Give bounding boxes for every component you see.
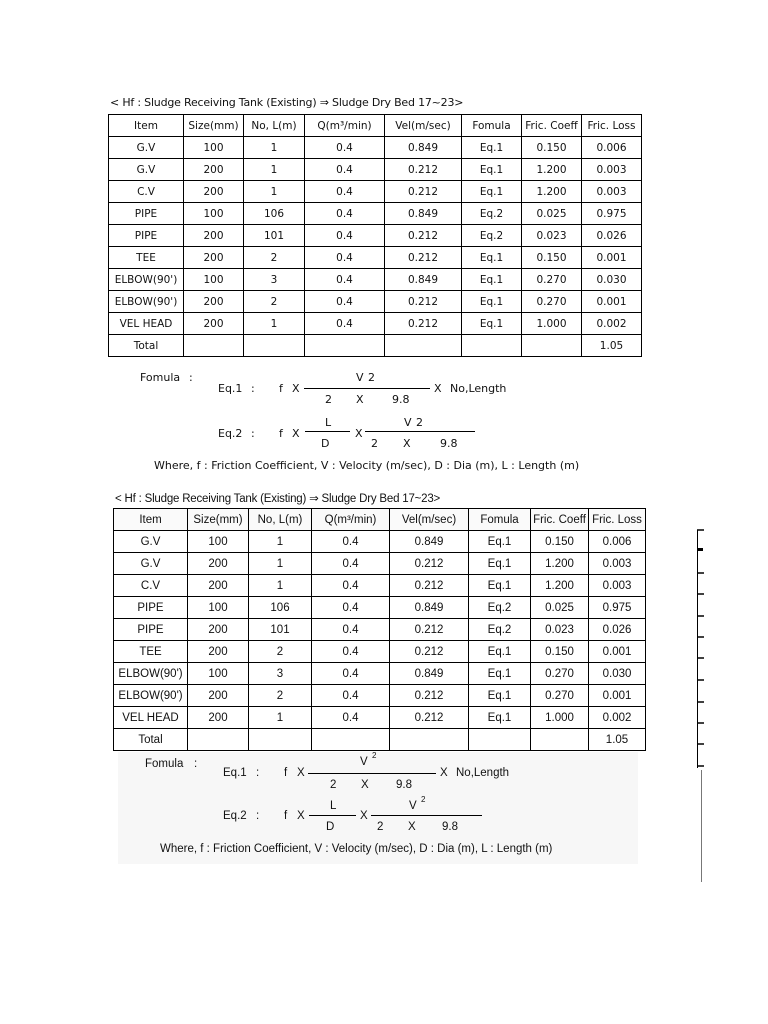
table-cell: ELBOW(90') bbox=[109, 269, 184, 291]
eq2-numerator-l: L bbox=[325, 416, 332, 429]
eq1-numerator-v: V bbox=[360, 756, 368, 768]
table-cell: 3 bbox=[244, 269, 305, 291]
table-cell: 0.030 bbox=[582, 269, 642, 291]
eq1-f: f bbox=[284, 767, 288, 779]
table-body bbox=[114, 531, 646, 751]
table-total-row bbox=[109, 335, 642, 357]
table-cell: 1 bbox=[244, 181, 305, 203]
table-cell: 1.200 bbox=[522, 181, 582, 203]
table-cell: 2 bbox=[249, 641, 312, 663]
table-row bbox=[114, 707, 646, 729]
column-header: Fomula bbox=[469, 509, 531, 531]
table-cell: PIPE bbox=[109, 203, 184, 225]
table-cell: 200 bbox=[184, 181, 244, 203]
table-cell: 0.003 bbox=[589, 575, 646, 597]
table-cell: 0.4 bbox=[305, 137, 385, 159]
table-cell: 100 bbox=[184, 203, 244, 225]
table-cell: 200 bbox=[188, 553, 249, 575]
table-cell: 200 bbox=[184, 247, 244, 269]
table-cell: ELBOW(90') bbox=[114, 685, 188, 707]
table-cell: 0.003 bbox=[582, 181, 642, 203]
table-cell: G.V bbox=[109, 159, 184, 181]
eq1-denominator-g: 9.8 bbox=[392, 393, 410, 406]
table-cell: 0.4 bbox=[312, 531, 390, 553]
table-cell: 0.212 bbox=[385, 247, 462, 269]
table-cell: 0.4 bbox=[305, 313, 385, 335]
table-cell: 0.023 bbox=[531, 619, 589, 641]
table-cell: 0.849 bbox=[385, 137, 462, 159]
table-cell: 0.4 bbox=[305, 159, 385, 181]
table-cell: 0.4 bbox=[312, 575, 390, 597]
eq2-times: X bbox=[297, 810, 305, 822]
table-row bbox=[109, 181, 642, 203]
table-row bbox=[114, 685, 646, 707]
eq1-colon: : bbox=[256, 767, 260, 779]
column-header: Fric. Loss bbox=[582, 115, 642, 137]
table-cell: Eq.1 bbox=[462, 137, 522, 159]
eq2-numerator-exp: 2 bbox=[416, 416, 423, 429]
table-cell: 200 bbox=[184, 313, 244, 335]
table-cell: 1.200 bbox=[522, 159, 582, 181]
table-cell: 0.150 bbox=[531, 641, 589, 663]
table-cell: 0.150 bbox=[522, 137, 582, 159]
eq1-label: Eq.1 bbox=[218, 382, 243, 395]
table-cell: Total bbox=[114, 729, 188, 751]
table-cell: 1 bbox=[244, 137, 305, 159]
table-cell: 1.200 bbox=[531, 553, 589, 575]
table-cell: 0.4 bbox=[305, 181, 385, 203]
table-cell: 0.4 bbox=[312, 619, 390, 641]
eq2-denominator-d: D bbox=[321, 437, 330, 450]
table-cell: 1 bbox=[249, 575, 312, 597]
table-cell: Eq.1 bbox=[469, 531, 531, 553]
table-cell bbox=[390, 729, 469, 751]
table-cell: Eq.1 bbox=[462, 247, 522, 269]
table-cell: Eq.2 bbox=[469, 619, 531, 641]
table-cell bbox=[188, 729, 249, 751]
table-row bbox=[114, 663, 646, 685]
table-cell: Eq.1 bbox=[469, 685, 531, 707]
eq2-colon: : bbox=[251, 427, 255, 440]
table-cell: 0.212 bbox=[390, 685, 469, 707]
eq1-tail: No,Length bbox=[450, 382, 507, 395]
column-header: Item bbox=[114, 509, 188, 531]
eq1-denominator-x: X bbox=[361, 779, 369, 791]
table-cell: VEL HEAD bbox=[109, 313, 184, 335]
table-row bbox=[109, 291, 642, 313]
table-cell bbox=[531, 729, 589, 751]
table-cell: 0.849 bbox=[390, 531, 469, 553]
table-cell: 0.849 bbox=[390, 597, 469, 619]
table-cell: 0.4 bbox=[312, 597, 390, 619]
table-cell: 0.001 bbox=[589, 641, 646, 663]
eq1-numerator-exp: 2 bbox=[372, 751, 377, 760]
table-header bbox=[114, 509, 646, 531]
table-cell: Eq.1 bbox=[469, 663, 531, 685]
eq1-tail: No,Length bbox=[456, 767, 510, 779]
table-cell: 0.849 bbox=[385, 203, 462, 225]
table-cell: 3 bbox=[249, 663, 312, 685]
table-cell: 200 bbox=[188, 707, 249, 729]
eq2-label: Eq.2 bbox=[223, 810, 247, 822]
table-cell: Eq.2 bbox=[462, 225, 522, 247]
table-cell: Eq.1 bbox=[469, 641, 531, 663]
eq2-fraction-line-1 bbox=[305, 431, 350, 432]
eq1-denominator-g: 9.8 bbox=[396, 779, 412, 791]
table-cell: 0.006 bbox=[582, 137, 642, 159]
table-cell: Eq.1 bbox=[469, 707, 531, 729]
table-cell: 200 bbox=[188, 641, 249, 663]
table-cell: 0.975 bbox=[582, 203, 642, 225]
table-cell: 200 bbox=[184, 225, 244, 247]
table-cell: 106 bbox=[244, 203, 305, 225]
formula-where: Where, f : Friction Coefficient, V : Velocity (m/sec), D : Dia (m), L : Length (m) bbox=[160, 843, 553, 855]
eq2-numerator-exp: 2 bbox=[421, 795, 426, 804]
formula-where: Where, f : Friction Coefficient, V : Velocity (m/sec), D : Dia (m), L : Length (m) bbox=[154, 459, 580, 472]
eq2-numerator-l: L bbox=[330, 800, 337, 812]
formula-label: Fomula bbox=[140, 371, 181, 384]
friction-loss-table bbox=[113, 508, 646, 751]
table-cell: 0.001 bbox=[582, 291, 642, 313]
formula-colon: : bbox=[189, 371, 193, 384]
eq2-denominator-2: 2 bbox=[377, 821, 384, 833]
table-cell bbox=[305, 335, 385, 357]
table-cell: 0.030 bbox=[589, 663, 646, 685]
table-cell: Eq.1 bbox=[462, 291, 522, 313]
table-cell: 1.05 bbox=[589, 729, 646, 751]
column-header: Q(m³/min) bbox=[312, 509, 390, 531]
table-row bbox=[109, 137, 642, 159]
margin-tick bbox=[697, 548, 703, 551]
table-cell: 0.4 bbox=[312, 707, 390, 729]
table-row bbox=[109, 203, 642, 225]
table-cell: 0.026 bbox=[582, 225, 642, 247]
table-row bbox=[109, 247, 642, 269]
eq1-times-2: X bbox=[434, 382, 442, 395]
table-cell bbox=[462, 335, 522, 357]
block-title: < Hf : Sludge Receiving Tank (Existing) ⇒ Sludge Dry Bed 17~23> bbox=[110, 96, 464, 109]
table-cell: 1.05 bbox=[582, 335, 642, 357]
table-cell: 0.212 bbox=[385, 291, 462, 313]
eq2-denominator-2: 2 bbox=[371, 437, 378, 450]
table-cell: 0.212 bbox=[385, 313, 462, 335]
eq1-times-2: X bbox=[440, 767, 448, 779]
table-cell: 0.025 bbox=[531, 597, 589, 619]
column-header: Fric. Coeff bbox=[522, 115, 582, 137]
eq2-denominator-x: X bbox=[408, 821, 416, 833]
table-cell bbox=[385, 335, 462, 357]
eq1-numerator-v: V bbox=[356, 371, 364, 384]
eq2-f: f bbox=[279, 427, 283, 440]
eq2-f: f bbox=[284, 810, 288, 822]
eq1-colon: : bbox=[251, 382, 255, 395]
table-cell: PIPE bbox=[109, 225, 184, 247]
table-row bbox=[109, 225, 642, 247]
table-cell: 0.4 bbox=[312, 641, 390, 663]
table-cell: 1 bbox=[249, 531, 312, 553]
table-cell: 200 bbox=[188, 619, 249, 641]
table-cell: 0.212 bbox=[385, 159, 462, 181]
column-header: Size(mm) bbox=[184, 115, 244, 137]
table-row bbox=[114, 531, 646, 553]
margin-ticks bbox=[696, 528, 706, 770]
table-cell: Eq.1 bbox=[469, 575, 531, 597]
table-cell: 0.270 bbox=[531, 663, 589, 685]
table-cell: 200 bbox=[184, 291, 244, 313]
table-cell: 0.849 bbox=[390, 663, 469, 685]
eq2-colon: : bbox=[256, 810, 260, 822]
table-cell: 0.4 bbox=[305, 203, 385, 225]
table-cell: 0.212 bbox=[390, 707, 469, 729]
table-cell: 0.975 bbox=[589, 597, 646, 619]
table-cell: Eq.1 bbox=[462, 181, 522, 203]
table-cell: 0.212 bbox=[385, 225, 462, 247]
table-cell: TEE bbox=[109, 247, 184, 269]
eq2-numerator-v: V bbox=[404, 416, 412, 429]
formula-colon: : bbox=[194, 758, 198, 770]
eq1-f: f bbox=[279, 382, 283, 395]
table-cell bbox=[244, 335, 305, 357]
table-cell: TEE bbox=[114, 641, 188, 663]
table-cell: 0.849 bbox=[385, 269, 462, 291]
table-cell: 0.001 bbox=[582, 247, 642, 269]
table-cell: 0.212 bbox=[390, 575, 469, 597]
table-row bbox=[114, 619, 646, 641]
table-cell: C.V bbox=[109, 181, 184, 203]
table-cell: Eq.2 bbox=[462, 203, 522, 225]
table-cell bbox=[312, 729, 390, 751]
table-row bbox=[114, 575, 646, 597]
table-cell bbox=[184, 335, 244, 357]
eq2-denominator-d: D bbox=[326, 821, 335, 833]
table-cell: 100 bbox=[184, 269, 244, 291]
table-row bbox=[109, 159, 642, 181]
eq1-fraction-line bbox=[308, 773, 436, 774]
eq2-fraction-line-2 bbox=[371, 815, 482, 816]
eq1-times: X bbox=[292, 382, 300, 395]
table-cell: 2 bbox=[244, 247, 305, 269]
table-cell: Eq.2 bbox=[469, 597, 531, 619]
eq2-times: X bbox=[292, 427, 300, 440]
table-cell: Eq.1 bbox=[462, 159, 522, 181]
table-header bbox=[109, 115, 642, 137]
table-cell: 2 bbox=[249, 685, 312, 707]
table-cell: 0.002 bbox=[582, 313, 642, 335]
table-cell: 2 bbox=[244, 291, 305, 313]
margin-vertical-line bbox=[701, 770, 702, 882]
table-cell bbox=[469, 729, 531, 751]
column-header: Size(mm) bbox=[188, 509, 249, 531]
table-cell: PIPE bbox=[114, 597, 188, 619]
eq1-denominator-2: 2 bbox=[325, 393, 332, 406]
eq2-denominator-g: 9.8 bbox=[440, 437, 458, 450]
eq1-label: Eq.1 bbox=[223, 767, 247, 779]
eq2-times-2: X bbox=[360, 810, 368, 822]
formula-label: Fomula bbox=[145, 758, 184, 770]
eq1-times: X bbox=[297, 767, 305, 779]
table-cell: Eq.1 bbox=[469, 553, 531, 575]
table-cell: 1.000 bbox=[522, 313, 582, 335]
table-cell: 0.006 bbox=[589, 531, 646, 553]
table-total-row bbox=[114, 729, 646, 751]
eq1-numerator-exp: 2 bbox=[368, 371, 375, 384]
table-cell: 0.4 bbox=[305, 269, 385, 291]
table-cell: Eq.1 bbox=[462, 269, 522, 291]
table-cell: Eq.1 bbox=[462, 313, 522, 335]
column-header: Fric. Coeff bbox=[531, 509, 589, 531]
table-cell: 100 bbox=[188, 531, 249, 553]
table-cell: ELBOW(90') bbox=[114, 663, 188, 685]
column-header: No, L(m) bbox=[249, 509, 312, 531]
table-cell: G.V bbox=[114, 553, 188, 575]
table-cell: 0.026 bbox=[589, 619, 646, 641]
table-cell: 0.270 bbox=[522, 269, 582, 291]
eq2-denominator-x: X bbox=[403, 437, 411, 450]
table-cell bbox=[522, 335, 582, 357]
table-cell: VEL HEAD bbox=[114, 707, 188, 729]
table-cell: 0.4 bbox=[312, 685, 390, 707]
table-cell: G.V bbox=[114, 531, 188, 553]
column-header: Fric. Loss bbox=[589, 509, 646, 531]
table-row bbox=[114, 641, 646, 663]
table-cell: 1 bbox=[249, 707, 312, 729]
table-cell: 0.003 bbox=[589, 553, 646, 575]
table-cell: 0.212 bbox=[390, 641, 469, 663]
table-cell: 0.150 bbox=[522, 247, 582, 269]
eq2-denominator-g: 9.8 bbox=[442, 821, 458, 833]
table-cell: C.V bbox=[114, 575, 188, 597]
table-cell: 0.4 bbox=[305, 291, 385, 313]
eq2-times-2: X bbox=[355, 427, 363, 440]
table-row bbox=[109, 269, 642, 291]
column-header: Vel(m/sec) bbox=[390, 509, 469, 531]
table-cell: 1.000 bbox=[531, 707, 589, 729]
table-cell: 0.023 bbox=[522, 225, 582, 247]
table-cell: 0.212 bbox=[390, 619, 469, 641]
table-cell: 0.270 bbox=[522, 291, 582, 313]
table-cell: 101 bbox=[249, 619, 312, 641]
table-cell: 101 bbox=[244, 225, 305, 247]
friction-loss-table bbox=[108, 114, 642, 357]
table-cell: 106 bbox=[249, 597, 312, 619]
table-cell: 0.025 bbox=[522, 203, 582, 225]
table-cell: 0.4 bbox=[312, 663, 390, 685]
eq2-label: Eq.2 bbox=[218, 427, 243, 440]
table-cell: 100 bbox=[184, 137, 244, 159]
table-cell: 0.212 bbox=[385, 181, 462, 203]
column-header: Fomula bbox=[462, 115, 522, 137]
table-cell: 0.002 bbox=[589, 707, 646, 729]
table-cell: 0.4 bbox=[305, 225, 385, 247]
table-cell: 200 bbox=[188, 685, 249, 707]
table-cell: 0.270 bbox=[531, 685, 589, 707]
column-header: Q(m³/min) bbox=[305, 115, 385, 137]
table-cell: 1 bbox=[244, 313, 305, 335]
table-cell: 0.4 bbox=[312, 553, 390, 575]
table-cell: 0.001 bbox=[589, 685, 646, 707]
table-row bbox=[114, 553, 646, 575]
table-row bbox=[109, 313, 642, 335]
column-header: Item bbox=[109, 115, 184, 137]
table-cell: 1 bbox=[249, 553, 312, 575]
table-cell: 1 bbox=[244, 159, 305, 181]
table-cell: Total bbox=[109, 335, 184, 357]
table-cell: ELBOW(90') bbox=[109, 291, 184, 313]
table-cell: PIPE bbox=[114, 619, 188, 641]
table-body bbox=[109, 137, 642, 357]
eq2-fraction-line-2 bbox=[365, 431, 475, 432]
table-cell: 100 bbox=[188, 597, 249, 619]
table-cell: 0.003 bbox=[582, 159, 642, 181]
eq2-numerator-v: V bbox=[409, 800, 417, 812]
eq1-denominator-x: X bbox=[356, 393, 364, 406]
table-cell: 200 bbox=[184, 159, 244, 181]
eq2-fraction-line-1 bbox=[309, 815, 356, 816]
eq1-fraction-line bbox=[304, 388, 430, 389]
table-cell: 1.200 bbox=[531, 575, 589, 597]
eq1-denominator-2: 2 bbox=[330, 779, 337, 791]
table-cell: 100 bbox=[188, 663, 249, 685]
table-cell: 200 bbox=[188, 575, 249, 597]
table-cell: 0.212 bbox=[390, 553, 469, 575]
table-row bbox=[114, 597, 646, 619]
table-cell: 0.4 bbox=[305, 247, 385, 269]
block-title: < Hf : Sludge Receiving Tank (Existing) ⇒ Sludge Dry Bed 17~23> bbox=[115, 493, 441, 505]
table-cell bbox=[249, 729, 312, 751]
table-cell: G.V bbox=[109, 137, 184, 159]
column-header: Vel(m/sec) bbox=[385, 115, 462, 137]
column-header: No, L(m) bbox=[244, 115, 305, 137]
table-cell: 0.150 bbox=[531, 531, 589, 553]
